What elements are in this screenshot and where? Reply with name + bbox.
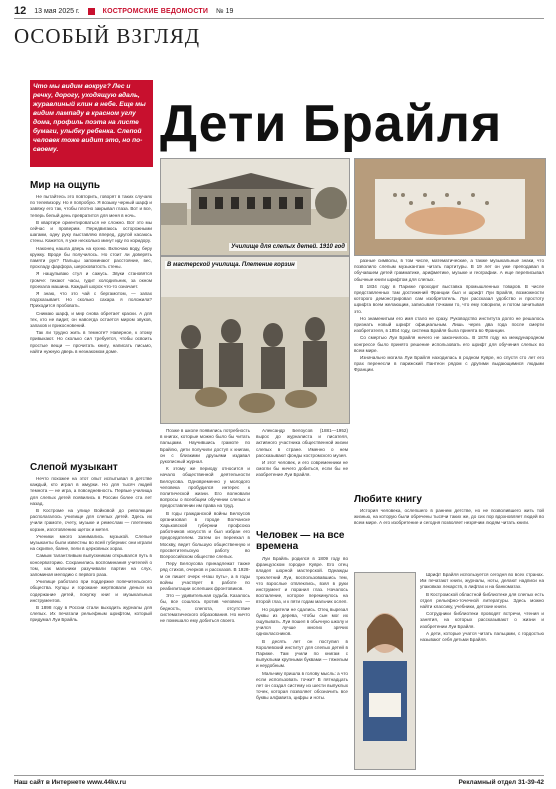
column-2-text: Позже в школе появились потребность в книгах, которые можно было бы читать пальцами. Научившись грамоте по Брайлю, дети получили доступ к книгам, он с близкими друзьями издавал рукописный журнал. К этому же периоду относится и начало общественной деятельности Белоусова. Одновременно у молодого человека пробудился интерес к политической жизни. Его волновали вопросы о всеобщем обучении слепых и предоставлении им права на труд. В годы гражданской войны Белоусов организовал в городе Волчанске Харьковской губернии профсоюз работников искусств и был избран его председателем. Затем он переехал в Москву, ведет большую общественную и просветительскую работу во Всероссийском обществе слепых. Перу Белоусова принадлежат также ряд стихов, очерков и рассказов. В 1928-м он пишет очерк «Наш путь», а в годы войны участвует в работе по реабилитации ослепших фронтовиков. Это — удивительная судьба. Казалось бы, все сошлось против человека — бедность, слепота, отсутствие систематического образования. Но ничто не помешало ему добиться своего. bbox=[160, 428, 250, 624]
section-title-4: Любите книгу bbox=[354, 494, 422, 505]
section-title-1: Мир на ощупь bbox=[30, 180, 101, 191]
photo-braille-reading bbox=[354, 158, 546, 256]
workshop-illustration bbox=[161, 257, 349, 423]
hands-braille-illustration bbox=[355, 159, 545, 255]
photo-caption-2: В мастерской училища. Плетение корзин bbox=[167, 262, 295, 268]
school-building-illustration bbox=[161, 159, 349, 255]
lead-paragraph: Что мы видим вокруг? Лес и речку, дорогу, уходящую вдаль, журавлиный клин в небе. Еще мы видим лампаду в красном углу дома, профиль поэта на листе бумаги, улыбку ребенка. Слепой человек тоже видит это, но по-своему. bbox=[30, 80, 153, 167]
section-title-2: Слепой музыкант bbox=[30, 462, 118, 473]
column-4-text: разные символы, в том числе, математические, а также музыкальные знаки, что позволило слепым музыкантам читать партитуры. В 19 лет он уже преподавал в обучавшем детей грамматике, арифметике, музыке и географии. А еще переписывал обычные книги шрифтом для слепых. В 1834 году в Париже проходит выставка промышленных товаров. В числе представленных там достижений Франции был и шрифт Луи Брайля, возможности которого демонстрировал сам изобретатель. Луи рассказал удобство и простоту шрифта всем желающим, записывая точками то, что ему говорили, и потом зачитывая это. Но знаменитым его имя стало не сразу. Руководство института долго не решалось признать новый шрифт официальным. Лишь через два года после смерти изобретателя, в 1854 году, система Брайля была принята во Франции. Со смертью Луи Брайля ничего не закончилось. В 1878 году на международном конгрессе было принято решение использовать его шрифт для обучения слепых во всем мире. Изначально могила Луи Брайля находилась в родном Кувре, но спустя сто лет его прах перенесли в парижский Пантеон рядом с другими выдающимися людьми Франции. bbox=[354, 258, 544, 373]
page-header bbox=[14, 4, 544, 19]
photo-workshop bbox=[160, 256, 350, 424]
photo-caption-1: Училище для слепых детей. 1910 год bbox=[231, 244, 345, 250]
headline: Дети Брайля bbox=[160, 95, 503, 153]
column-1-text: Не пытайтесь это повторить, говорят в таких случаях по телевизору. Но я попробую. Я возьму черный шарф и завяжу его так, чтобы плотно закрывал глаза. Вот и все, теперь белый день превратится для меня в ночь. В квартире ориентироваться не сложно. Вот это мы сейчас и проверим. Передвигаюсь осторожными шагами, одну руку выставляю вперед, другой касаюсь стены. Кажется, я уже несколько минут иду по коридору. Наконец нашла дверь на кухню. Включаю воду, беру кружку. Вроде бы получилось. Но стоит ли доверять памяти рук? Пальцы запоминают расстояние, вес, прохладу фарфора, шероховатость стены. Я нащупываю стул и сажусь. Звуки становятся громче: тикают часы, гудит холодильник, за окном проехала машина. Каждый шорох что-то означает. Я знаю, что это чай с бергамотом, — запах подсказывает. Но сколько сахара я положила? Приходится пробовать. Снимаю шарф, и мир снова обретает краски. А для тех, кто не видит, он навсегда остается миром звуков, запахов и прикосновений. Так ли трудно жить в темноте? Наверное, к этому привыкают. Но сколько сил требуется, чтобы освоить простые вещи — прочитать книгу, написать письмо, найти нужную дверь в незнакомом доме. bbox=[30, 194, 152, 354]
footer-website: Наш сайт в Интернете www.44kv.ru bbox=[14, 778, 127, 786]
brand-square-icon bbox=[88, 8, 95, 15]
photo-woman-book bbox=[354, 572, 416, 770]
woman-portrait-illustration bbox=[355, 573, 415, 769]
column-3-text: Александр Белоусов (1881—1952) вырос до журналиста и писателя, активного участника общественной жизни слепых в стране. Именно о нем рассказывают фонды костромского музея. И этот человек, и его современники не смогли бы ничего добиться, если бы не изобретение Луи Брайля. bbox=[256, 428, 348, 478]
column-4-text-b: История человека, ослепшего в раннем детстве, но не позволившего жить той жизнью, на которую были обречены тысячи таких же, до сих пор вдохновляет людей во всем мире. А его изобретение и сегодня позволяет незрячим людям читать книги. bbox=[354, 508, 544, 526]
column-4-text-c: Шрифт Брайля используется сегодня во всех странах. Им печатают книги, журналы, ноты, делают надписи на упаковках лекарств, в лифтах и на банкоматах. В Костромской областной библиотеке для слепых есть отдел рельефно-точечной литературы. Здесь можно найти классику, учебники, детские книги. Сотрудники библиотеки проводят встречи, чтения и занятия, на которых рассказывают о жизни и изобретении Луи Брайля. А дети, которые учатся читать пальцами, с гордостью называют себя детьми Брайля. bbox=[420, 572, 544, 643]
column-1-text-b: Нечто похожее на этот опыт испытывал в детстве каждый, кто играл в жмурки. Но для тысяч людей темнота — не игра, а повседневность. Первые училища для слепых детей появились в России более ста лет назад. В Костроме на улице Войковой до революции располагалось училище для слепых детей. Здесь их учили грамоте, счету, музыке и ремеслам — плетению корзин, изготовлению щеток и метел. Ученики много занимались музыкой. Слепые музыканты были известны во всей губернии: они играли на скрипке, баяне, пели в церковных хорах. Самым талантливым выпускникам открывался путь в консерваторию. Сохранились воспоминания учителей о том, как мальчики разучивали партии на слух, запоминая мелодию с первого раза. Училище работало при поддержке попечительского общества. Купцы и горожане жертвовали деньги на содержание детей, покупку книг и музыкальных инструментов. В 1898 году в России стали выходить журналы для слепых. Их печатали рельефным шрифтом, который придумал Луи Брайль. bbox=[30, 476, 152, 623]
column-3-text-b: Луи Брайль родился в 1809 году во французском городке Кувре. Его отец владел шорной мастерской. Однажды трехлетний Луи, воспользовавшись тем, что взрослые отвлеклись, взял в руки инструмент и поранил глаз. Началось воспаление, которое перекинулось на второй глаз, и к пяти годам мальчик ослеп. Но родители не сдались. Отец вырезал буквы из дерева, чтобы сын мог их ощупывать. Луи пошел в обычную школу и учился лучше многих зрячих одноклассников. В десять лет он поступил в Королевский институт для слепых детей в Париже. Там учили по книгам с выпуклыми крупными буквами — тяжелым и неудобным. Мальчику пришла в голову мысль: а что если использовать точки? В пятнадцать лет он создал систему из шести выпуклых точек, которая позволяет обозначить все буквы алфавита, цифры и ноты. bbox=[256, 556, 348, 701]
section-title-3: Человек — на все времена bbox=[256, 530, 345, 552]
publication-name: КОСТРОМСКИЕ ВЕДОМОСТИ bbox=[102, 7, 209, 15]
issue-number: № 19 bbox=[216, 7, 234, 15]
page-number: 12 bbox=[14, 5, 27, 17]
photo-school-building bbox=[160, 158, 350, 256]
footer-ads: Рекламный отдел 31-39-42 bbox=[458, 778, 544, 786]
page-footer bbox=[14, 775, 544, 788]
rubric-title: ОСОБЫЙ ВЗГЛЯД bbox=[14, 24, 201, 48]
issue-date: 13 мая 2025 г. bbox=[34, 7, 80, 15]
